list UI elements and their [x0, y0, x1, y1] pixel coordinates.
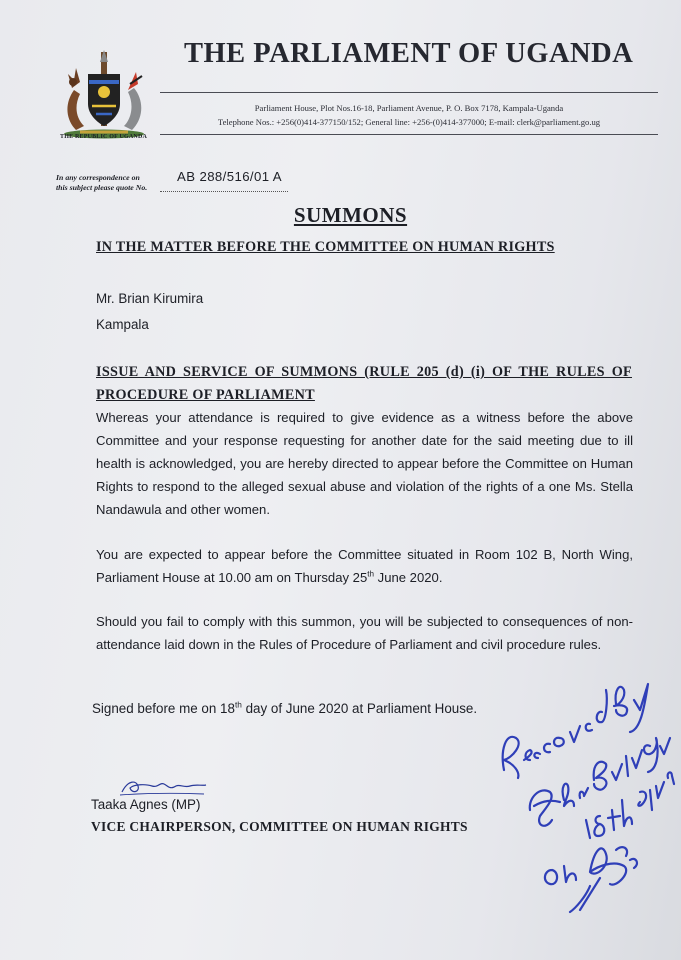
signatory-role: VICE CHAIRPERSON, COMMITTEE ON HUMAN RIGHTS	[91, 819, 468, 834]
handwritten-receipt-icon	[490, 660, 681, 920]
reference-label-line1: In any correspondence on	[56, 173, 140, 182]
signed-ordinal: th	[234, 699, 242, 710]
signed-text-end: day of June 2020 at Parliament House.	[241, 701, 478, 716]
crest-caption: THE REPUBLIC OF UGANDA	[60, 134, 148, 140]
letterhead-address: Parliament House, Plot Nos.16-18, Parliament Avenue, P. O. Box 7178, Kampala-Uganda	[254, 103, 564, 113]
letterhead-title: THE PARLIAMENT OF UGANDA	[184, 38, 634, 69]
body-paragraph-2	[96, 543, 633, 589]
paragraph-2-ordinal: th	[367, 569, 375, 579]
reference-number: AB 288/516/01 A	[177, 169, 282, 184]
body-paragraph-3: Should you fail to comply with this summon, you will be subjected to consequences of non- attendance laid down in the Rules of Procedure of Parliament and civil procedure rules.	[96, 614, 633, 652]
letterhead-contact: Telephone Nos.: +256(0)414-377150/152; General line: +256-(0)414-377000; E-mail: clerk@parliament.go.ug	[217, 117, 601, 127]
reference-label-line2: this subject please quote No.	[56, 183, 148, 192]
signed-statement	[92, 701, 477, 716]
body-paragraph-1: Whereas your attendance is required to give evidence as a witness before the above Committee and your response requesting for another date for the said meeting due to ill health is acknowledged, you are hereby directed to appear before the Committee on Human Rights to respond to the alleged sexual abuse and violation of the rights of a one Ms. Stella Nandawula and other women.	[96, 410, 633, 517]
paragraph-2-text: You are expected to appear before the Committee situated in Room 102 B, North Wing, Parliament House at 10.00 am on Thursday 25	[96, 547, 633, 585]
signature-icon	[118, 776, 208, 798]
letterhead-rule-top	[160, 92, 658, 93]
reference-dotted-line	[160, 191, 288, 192]
addressee-name: Mr. Brian Kirumira	[96, 291, 204, 306]
document-heading: SUMMONS	[293, 203, 408, 227]
signed-text: Signed before me on 18	[92, 701, 235, 716]
matter-heading: IN THE MATTER BEFORE THE COMMITTEE ON HUMAN RIGHTS	[96, 239, 555, 255]
letterhead-rule-bottom	[160, 134, 658, 135]
addressee-city: Kampala	[96, 317, 149, 332]
signatory-name: Taaka Agnes (MP)	[91, 797, 201, 812]
paragraph-2-text-end: June 2020.	[374, 570, 443, 585]
issue-heading: ISSUE AND SERVICE OF SUMMONS (RULE 205 (d) (i) OF THE RULES OF PROCEDURE OF PARLIAMENT	[96, 364, 632, 403]
uganda-coat-of-arms-icon	[58, 44, 150, 140]
